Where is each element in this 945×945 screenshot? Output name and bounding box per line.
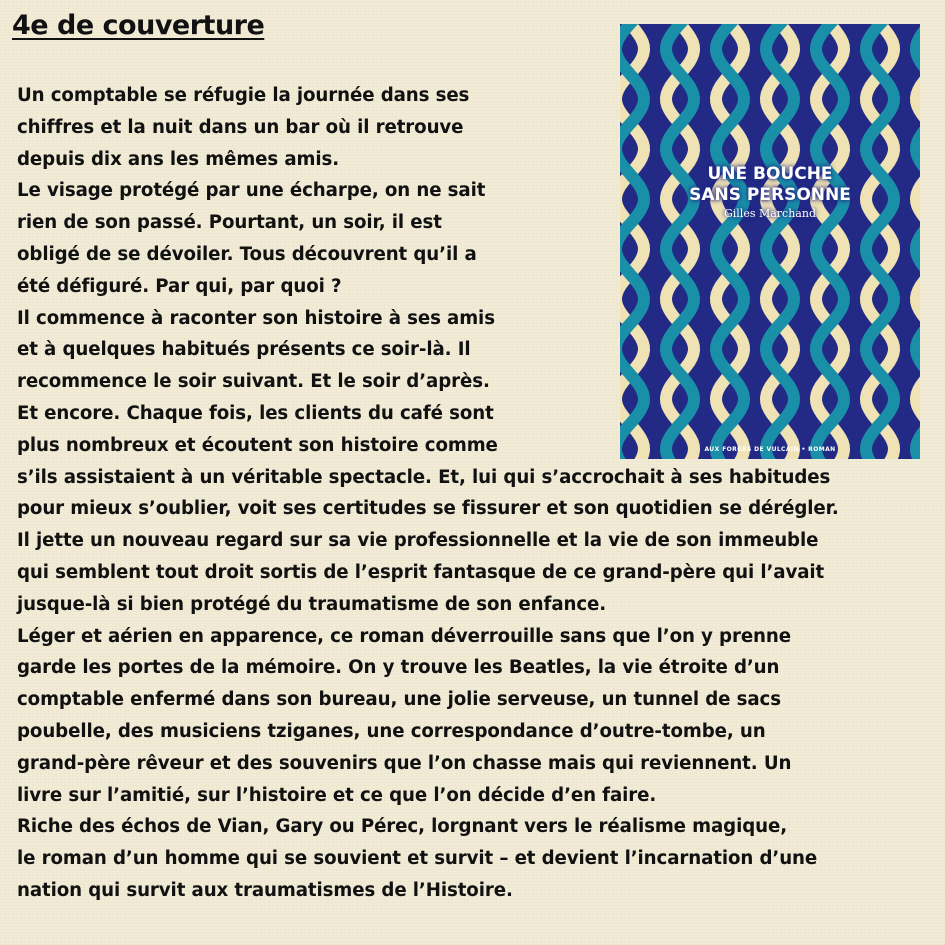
text-line: comptable enfermé dans son bureau, une jolie serveuse, un tunnel de sacs [17, 689, 781, 711]
back-cover-text [17, 80, 939, 907]
page-title: 4e de couverture [12, 10, 265, 41]
text-line: chiffres et la nuit dans un bar où il retrouve [17, 116, 464, 138]
text-line: jusque-là si bien protégé du traumatisme de son enfance. [17, 593, 607, 615]
text-line: Un comptable se réfugie la journée dans ses [17, 85, 470, 106]
text-line: été défiguré. Par qui, par quoi ? [17, 275, 342, 297]
text-line: livre sur l’amitié, sur l’histoire et ce que l’on décide d’en faire. [17, 784, 657, 806]
text-line: Léger et aérien en apparence, ce roman déverrouille sans que l’on y prenne [17, 625, 791, 647]
text-line: et à quelques habitués présents ce soir-là. Il [17, 339, 471, 361]
cover-title-line-2: SANS PERSONNE [689, 185, 851, 205]
cover-title-line-1: UNE BOUCHE [707, 164, 833, 184]
text-line: poubelle, des musiciens tziganes, une correspondance d’outre-tombe, un [17, 720, 766, 742]
text-line: Et encore. Chaque fois, les clients du café sont [17, 402, 494, 424]
text-line: depuis dix ans les mêmes amis. [17, 148, 340, 170]
text-line: le roman d’un homme qui se souvient et survit – et devient l’incarnation d’une [17, 848, 818, 870]
text-line: Riche des échos de Vian, Gary ou Pérec, lorgnant vers le réalisme magique, [17, 816, 788, 838]
text-line: plus nombreux et écoutent son histoire comme [17, 434, 498, 456]
text-line: grand-père rêveur et des souvenirs que l’on chasse mais qui reviennent. Un [17, 752, 792, 774]
text-line: Le visage protégé par une écharpe, on ne sait [17, 180, 486, 202]
text-line: recommence le soir suivant. Et le soir d’après. [17, 371, 490, 393]
text-line: Il jette un nouveau regard sur sa vie professionnelle et la vie de son immeuble [17, 530, 819, 552]
cover-author: Gilles Marchand [723, 207, 816, 220]
cover-publisher: AUX FORGES DE VULCAIN • ROMAN [704, 446, 836, 453]
text-line: s’ils assistaient à un véritable spectacle. Et, lui qui s’accrochait à ses habitudes [17, 466, 831, 488]
text-line: garde les portes de la mémoire. On y trouve les Beatles, la vie étroite d’un [17, 657, 780, 679]
text-line: Il commence à raconter son histoire à ses amis [17, 307, 495, 329]
text-line: obligé de se dévoiler. Tous découvrent qu’il a [17, 243, 477, 265]
text-line: pour mieux s’oublier, voit ses certitudes se fissurer et son quotidien se dérégler. [17, 498, 839, 520]
text-line: rien de son passé. Pourtant, un soir, il est [17, 212, 442, 234]
text-line: qui semblent tout droit sortis de l’esprit fantasque de ce grand-père qui l’avait [17, 561, 825, 583]
text-line: nation qui survit aux traumatismes de l’Histoire. [17, 879, 513, 901]
